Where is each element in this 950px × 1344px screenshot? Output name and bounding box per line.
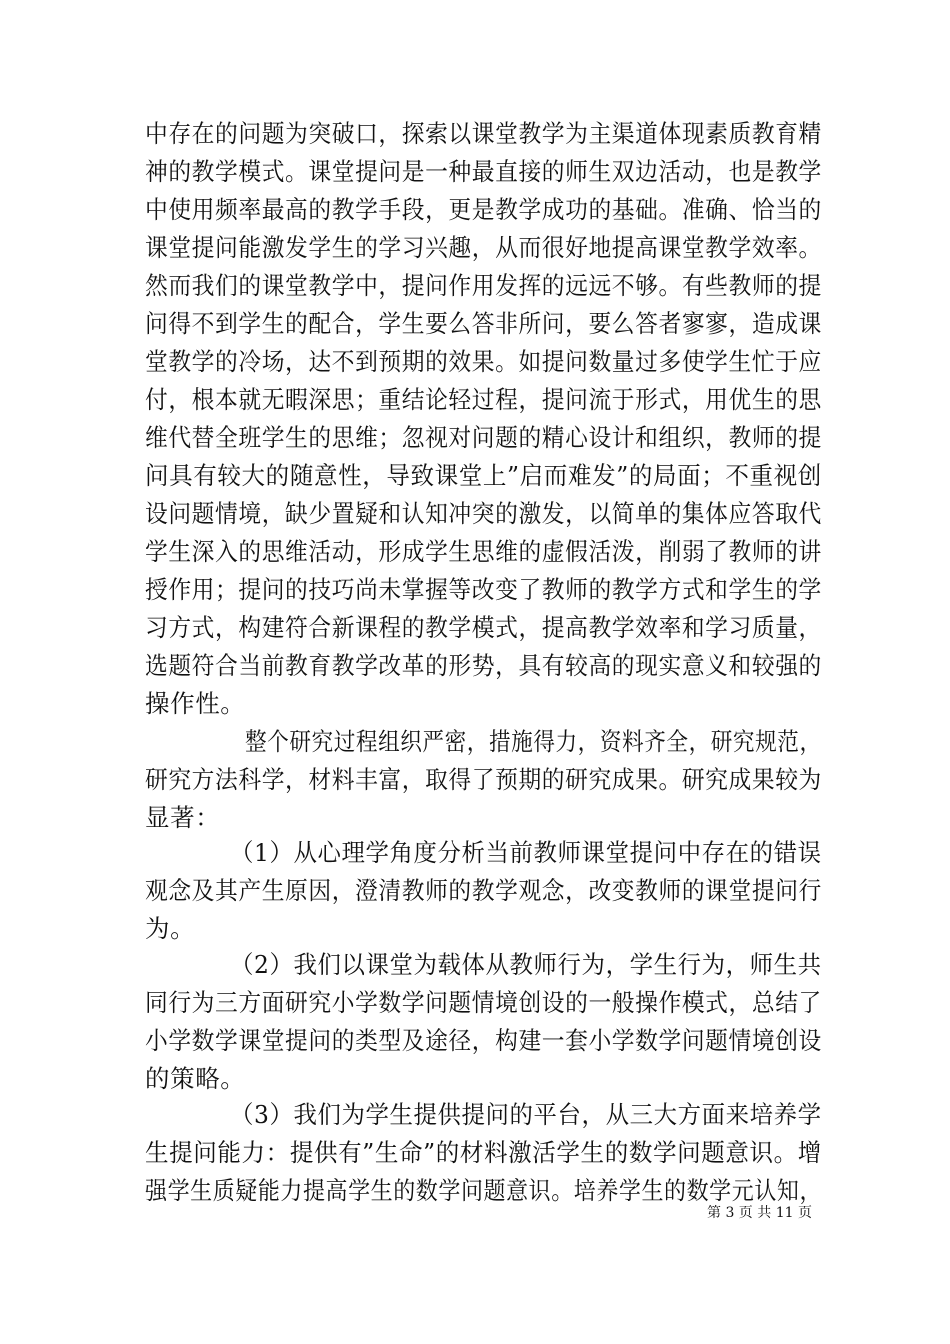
- list-item-3-start: （3）我们为学生提供提问的平台，从三大方面来培养学: [230, 1100, 822, 1129]
- text-line: 维代替全班学生的思维；忽视对问题的精心设计和组织，教师的提: [145, 423, 822, 452]
- text-line: 然而我们的课堂教学中，提问作用发挥的远远不够。有些教师的提: [145, 271, 822, 300]
- text-line: 问具有较大的随意性，导致课堂上”启而难发”的局面；不重视创: [145, 461, 822, 490]
- text-line: 问得不到学生的配合，学生要么答非所问，要么答者寥寥，造成课: [145, 309, 822, 338]
- text-line: 小学数学课堂提问的类型及途径，构建一套小学数学问题情境创设: [145, 1026, 822, 1055]
- text-line: 选题符合当前教育教学改革的形势，具有较高的现实意义和较强的: [145, 651, 822, 680]
- text-line: 授作用；提问的技巧尚未掌握等改变了教师的教学方式和学生的学: [145, 575, 822, 604]
- text-line: 观念及其产生原因，澄清教师的教学观念，改变教师的课堂提问行: [145, 876, 822, 905]
- text-line: 研究方法科学，材料丰富，取得了预期的研究成果。研究成果较为: [145, 765, 822, 794]
- page-number-footer: 第 3 页 共 11 页: [707, 1205, 812, 1221]
- text-line: 的策略。: [145, 1064, 246, 1093]
- text-line: 课堂提问能激发学生的学习兴趣，从而很好地提高课堂教学效率。: [145, 233, 822, 262]
- text-line: 操作性。: [145, 689, 246, 718]
- paragraph-start-line: 整个研究过程组织严密，措施得力，资料齐全，研究规范，: [245, 727, 822, 756]
- text-line: 为。: [145, 914, 196, 943]
- text-line: 付，根本就无暇深思；重结论轻过程，提问流于形式，用优生的思: [145, 385, 822, 414]
- text-line: 生提问能力：提供有”生命”的材料激活学生的数学问题意识。增: [145, 1138, 822, 1167]
- text-line: 学生深入的思维活动，形成学生思维的虚假活泼，削弱了教师的讲: [145, 537, 822, 566]
- text-line: 中使用频率最高的教学手段，更是教学成功的基础。准确、恰当的: [145, 195, 822, 224]
- text-line: 神的教学模式。课堂提问是一种最直接的师生双边活动，也是教学: [145, 157, 822, 186]
- text-line: 同行为三方面研究小学数学问题情境创设的一般操作模式，总结了: [145, 988, 822, 1017]
- text-line: 强学生质疑能力提高学生的数学问题意识。培养学生的数学元认知，: [145, 1176, 823, 1205]
- text-line: 中存在的问题为突破口，探索以课堂教学为主渠道体现素质教育精: [145, 119, 822, 148]
- text-line: 显著：: [145, 803, 221, 832]
- text-line: 设问题情境，缺少置疑和认知冲突的激发，以简单的集体应答取代: [145, 499, 822, 528]
- text-line: 堂教学的冷场，达不到预期的效果。如提问数量过多使学生忙于应: [145, 347, 822, 376]
- text-line: 习方式，构建符合新课程的教学模式，提高教学效率和学习质量，: [145, 613, 822, 642]
- list-item-1-start: （1）从心理学角度分析当前教师课堂提问中存在的错误: [230, 838, 822, 867]
- list-item-2-start: （2）我们以课堂为载体从教师行为，学生行为，师生共: [230, 950, 822, 979]
